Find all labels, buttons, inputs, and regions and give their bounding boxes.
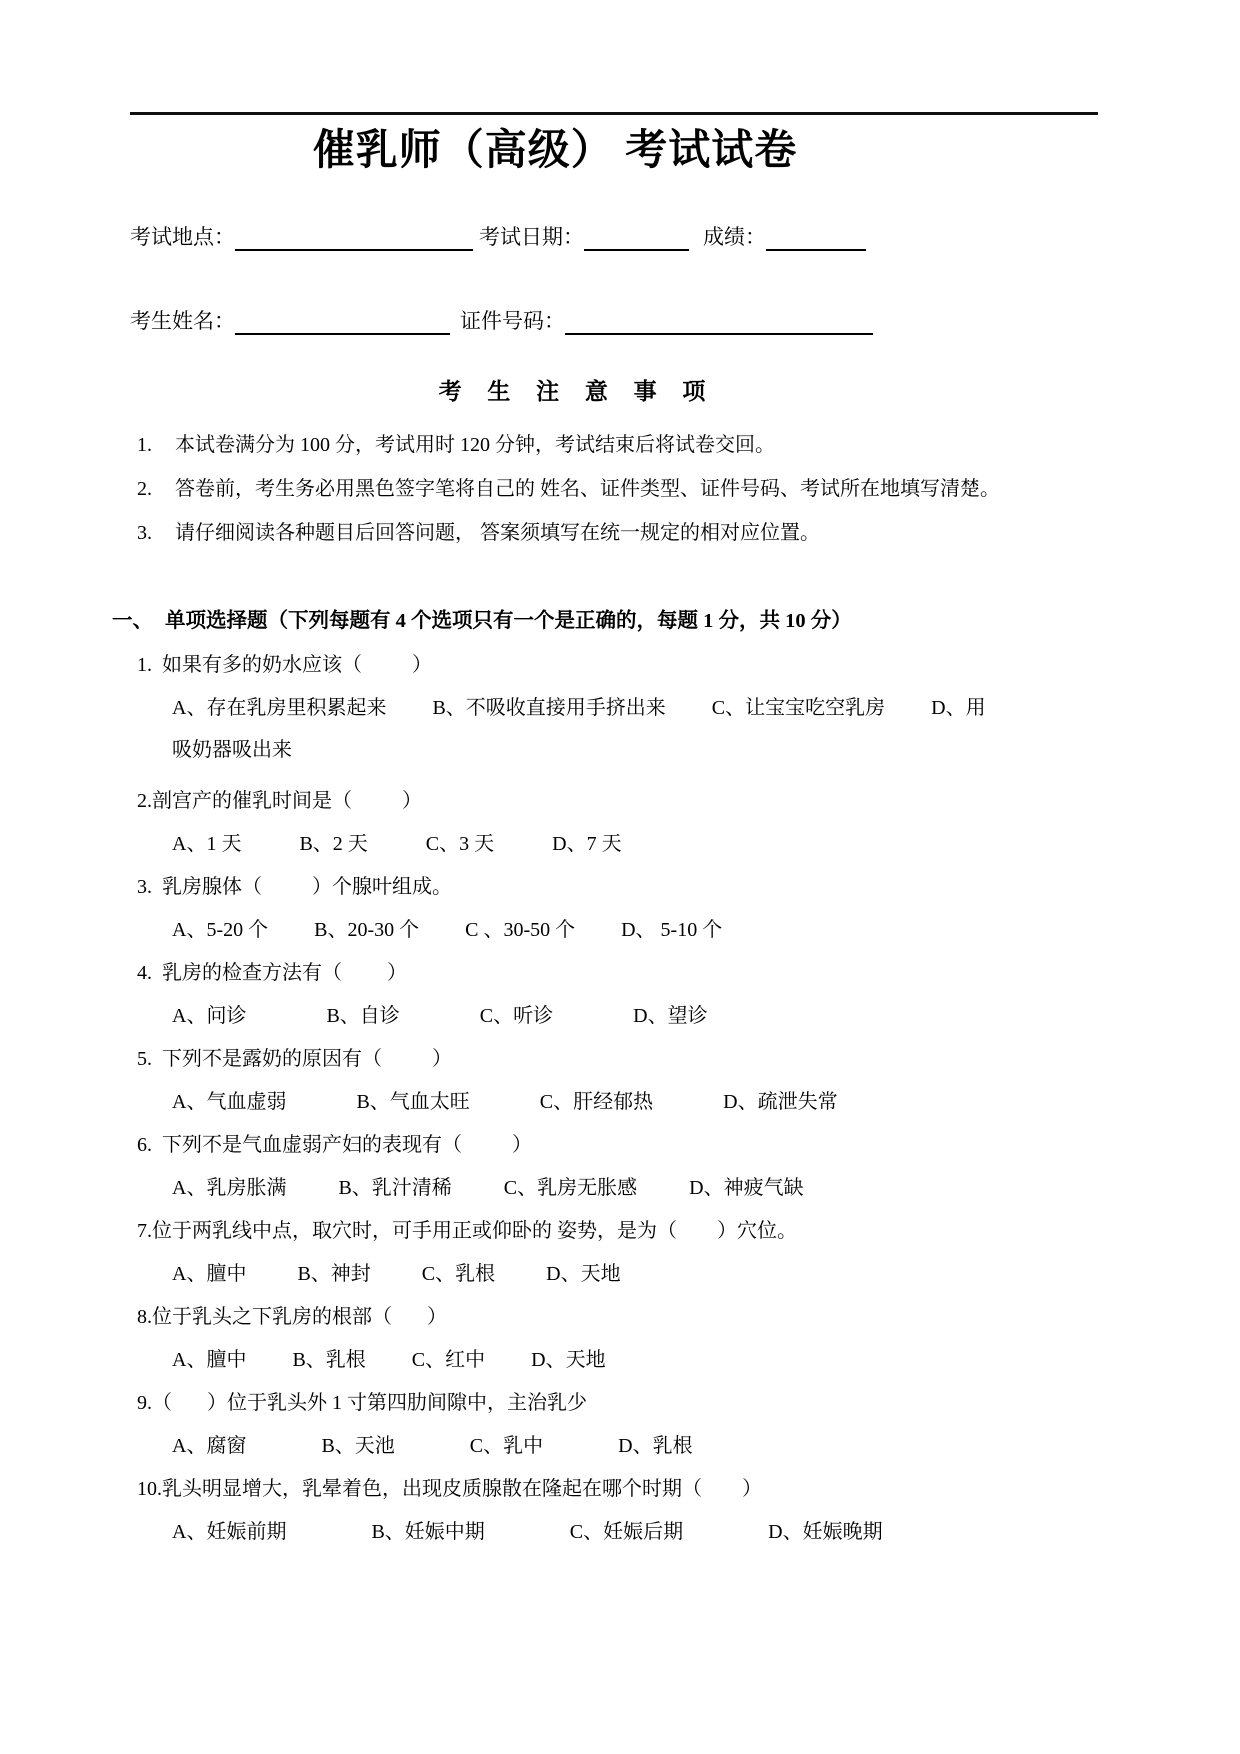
option-a: A、膻中 bbox=[172, 1349, 247, 1371]
option-b: B、乳汁清稀 bbox=[338, 1177, 452, 1199]
option-c: C、听诊 bbox=[479, 1005, 554, 1027]
question-block bbox=[130, 960, 1100, 1029]
question-text: 3. 乳房腺体（ ）个腺叶组成。 bbox=[137, 876, 452, 898]
option-b: B、天池 bbox=[321, 1435, 395, 1457]
option-a: A、存在乳房里积累起来 bbox=[172, 697, 387, 719]
option-d: D、神疲气缺 bbox=[689, 1177, 804, 1199]
id-number-label: 证件号码： bbox=[460, 309, 565, 333]
question-block bbox=[130, 1132, 1100, 1201]
question-options bbox=[172, 687, 992, 771]
question-block bbox=[130, 788, 1100, 857]
question-block bbox=[130, 874, 1100, 943]
option-d: D、用吸奶器吸出来 bbox=[172, 697, 986, 761]
question-options bbox=[172, 1519, 1100, 1545]
option-a: A、乳房胀满 bbox=[172, 1177, 287, 1199]
notice-item-number: 3. bbox=[137, 522, 152, 544]
option-d: D、疏泄失常 bbox=[723, 1091, 838, 1113]
question-options bbox=[172, 1089, 1100, 1115]
question-options bbox=[172, 831, 1100, 857]
option-d: D、天地 bbox=[546, 1263, 621, 1285]
section-number: 一、 bbox=[112, 610, 153, 632]
header-fields-row1 bbox=[130, 223, 1100, 251]
question-block bbox=[130, 652, 1100, 771]
question-options bbox=[172, 1261, 1100, 1287]
question-text: 6. 下列不是气血虚弱产妇的表现有（ ） bbox=[137, 1134, 532, 1156]
question-text: 10.乳头明显增大，乳晕着色，出现皮质腺散在隆起在哪个时期（ ） bbox=[137, 1478, 762, 1500]
question-block bbox=[130, 1390, 1100, 1459]
option-d: D、 5-10 个 bbox=[621, 919, 723, 941]
notice-item-text: 答卷前，考生务必用黑色签字笔将自己的 姓名、证件类型、证件号码、考试所在地填写清楚。 bbox=[175, 478, 1000, 500]
option-b: B、不吸收直接用手挤出来 bbox=[432, 697, 666, 719]
candidate-name-blank bbox=[235, 307, 450, 335]
score-label: 成绩： bbox=[703, 225, 766, 249]
option-a: A、1 天 bbox=[172, 833, 242, 855]
option-b: B、气血太旺 bbox=[356, 1091, 470, 1113]
question-text: 5. 下列不是露奶的原因有（ ） bbox=[137, 1048, 452, 1070]
candidate-name-label: 考生姓名： bbox=[130, 309, 235, 333]
notice-item bbox=[130, 520, 1100, 546]
option-a: A、妊娠前期 bbox=[172, 1521, 287, 1543]
option-c: C、乳房无胀感 bbox=[503, 1177, 638, 1199]
score-blank bbox=[766, 223, 866, 251]
exam-location-label: 考试地点： bbox=[130, 225, 235, 249]
option-b: B、2 天 bbox=[299, 833, 368, 855]
exam-location-blank bbox=[235, 223, 473, 251]
question-options bbox=[172, 1003, 1100, 1029]
id-number-blank bbox=[565, 307, 873, 335]
notice-item-text: 本试卷满分为 100 分，考试用时 120 分钟，考试结束后将试卷交回。 bbox=[175, 434, 775, 456]
question-text: 4. 乳房的检查方法有（ ） bbox=[137, 962, 407, 984]
notice-item-number: 2. bbox=[137, 478, 152, 500]
option-c: C 、30-50 个 bbox=[465, 919, 576, 941]
exam-date-label: 考试日期： bbox=[479, 225, 584, 249]
section-title: 单项选择题（下列每题有 4 个选项只有一个是正确的，每题 1 分，共 10 分） bbox=[165, 610, 852, 632]
exam-date-blank bbox=[584, 223, 689, 251]
question-text: 7.位于两乳线中点，取穴时，可手用正或仰卧的 姿势，是为（ ）穴位。 bbox=[137, 1220, 797, 1242]
question-block bbox=[130, 1304, 1100, 1373]
option-b: B、妊娠中期 bbox=[371, 1521, 485, 1543]
option-b: B、乳根 bbox=[292, 1349, 366, 1371]
option-c: C、让宝宝吃空乳房 bbox=[711, 697, 886, 719]
question-options bbox=[172, 917, 1100, 943]
question-block bbox=[130, 1046, 1100, 1115]
top-divider bbox=[130, 112, 1098, 115]
option-a: A、腐窗 bbox=[172, 1435, 247, 1457]
header-fields-row2 bbox=[130, 307, 1100, 335]
option-a: A、气血虚弱 bbox=[172, 1091, 287, 1113]
option-c: C、红中 bbox=[411, 1349, 486, 1371]
option-d: D、乳根 bbox=[618, 1435, 693, 1457]
option-a: A、问诊 bbox=[172, 1005, 247, 1027]
option-c: C、3 天 bbox=[425, 833, 495, 855]
question-block bbox=[130, 1476, 1100, 1545]
option-a: A、膻中 bbox=[172, 1263, 247, 1285]
option-d: D、7 天 bbox=[552, 833, 622, 855]
notice-item-text: 请仔细阅读各种题目后回答问题， 答案须填写在统一规定的相对应位置。 bbox=[175, 522, 820, 544]
option-d: D、天地 bbox=[531, 1349, 606, 1371]
question-options bbox=[172, 1433, 1100, 1459]
option-c: C、妊娠后期 bbox=[569, 1521, 684, 1543]
question-options bbox=[172, 1175, 1100, 1201]
question-text: 8.位于乳头之下乳房的根部（ ） bbox=[137, 1306, 447, 1328]
question-block bbox=[130, 1218, 1100, 1287]
section-heading bbox=[112, 608, 1100, 635]
page-title: 催乳师（高级） 考试试卷 bbox=[312, 128, 798, 174]
notice-item bbox=[130, 432, 1100, 458]
option-b: B、自诊 bbox=[326, 1005, 400, 1027]
option-b: B、神封 bbox=[297, 1263, 371, 1285]
notice-item-number: 1. bbox=[137, 434, 152, 456]
question-text: 2.剖宫产的催乳时间是（ ） bbox=[137, 790, 422, 812]
notice-item bbox=[130, 476, 1100, 502]
question-text: 9.（ ）位于乳头外 1 寸第四肋间隙中，主治乳少 bbox=[137, 1392, 587, 1414]
option-c: C、乳根 bbox=[421, 1263, 496, 1285]
option-a: A、5-20 个 bbox=[172, 919, 269, 941]
option-c: C、乳中 bbox=[469, 1435, 544, 1457]
option-b: B、20-30 个 bbox=[314, 919, 420, 941]
option-d: D、望诊 bbox=[633, 1005, 708, 1027]
question-text: 1. 如果有多的奶水应该（ ） bbox=[137, 654, 432, 676]
option-d: D、妊娠晚期 bbox=[768, 1521, 883, 1543]
page-content bbox=[112, 112, 1100, 1545]
notice-heading: 考 生 注 意 事 项 bbox=[438, 379, 716, 404]
option-c: C、肝经郁热 bbox=[539, 1091, 654, 1113]
question-options bbox=[172, 1347, 1100, 1373]
